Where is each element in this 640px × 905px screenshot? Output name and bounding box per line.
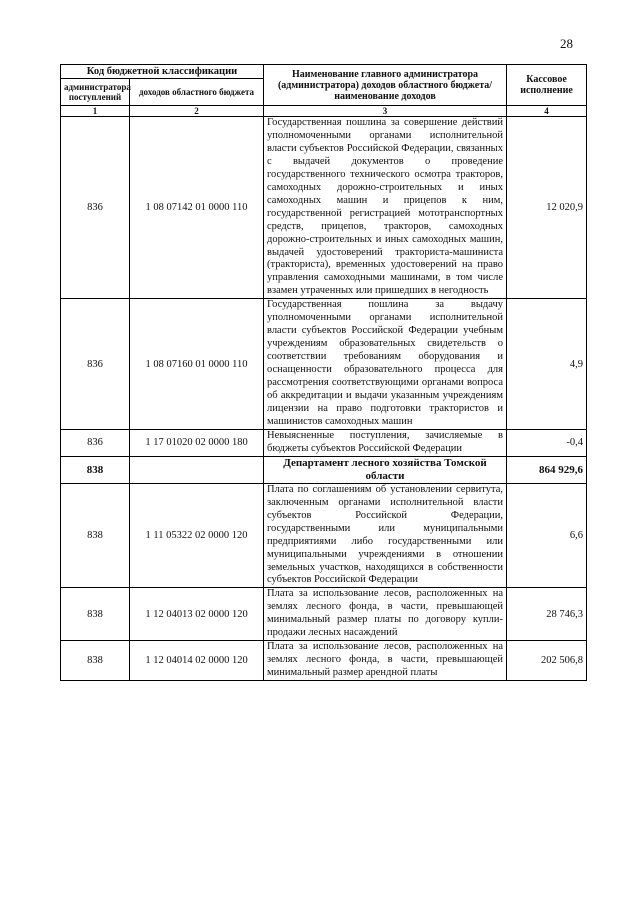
department-admin-code: 838 xyxy=(61,456,130,483)
header-admin-receipts: администратора поступлений xyxy=(61,79,130,106)
income-name: Невыясненные поступления, зачисляемые в бюджеты субъектов Российской Федерации xyxy=(264,429,507,456)
column-number-row xyxy=(61,106,587,117)
department-code-empty xyxy=(130,456,264,483)
amount: -0,4 xyxy=(507,429,587,456)
amount: 6,6 xyxy=(507,483,587,588)
budget-table xyxy=(60,64,587,681)
column-number: 4 xyxy=(507,106,587,117)
income-name: Плата за использование лесов, расположенных на землях лесного фонда, в части, превышающей минимальный размер арендной платы xyxy=(264,641,507,681)
income-name: Государственная пошлина за совершение действий уполномоченными органами исполнительной власти субъектов Российской Федерации, связанных с выдачей документов о проведение государственного технического осмотра тракторов, самоходных дорожно-строительных и иных самоходных машин и прицепов к ним, государственной регистрацией мототранспортных средств, прицепов, тракторов, самоходных дорожно-строительных и иных самоходных машин, выдачей удостоверений тракториста-машиниста (тракториста), временных удостоверений на право управления самоходными машинами, в том числе взамен утраченных или пришедших в негодность xyxy=(264,117,507,299)
amount: 12 020,9 xyxy=(507,117,587,299)
income-code: 1 08 07142 01 0000 110 xyxy=(130,117,264,299)
income-name: Государственная пошлина за выдачу уполномоченными органами исполнительной власти субъектов Российской Федерации учебным учреждениям образовательных свидетельств о соответствии требованиям оборудования и оснащенности образовательного процесса для рассмотрения соответствующими органами вопроса об аккредитации и выдачи указанным учреждениям лицензии на право подготовки трактористов и машинистов самоходных машин xyxy=(264,299,507,430)
table-row xyxy=(61,429,587,456)
admin-code: 838 xyxy=(61,588,130,641)
income-code: 1 12 04014 02 0000 120 xyxy=(130,641,264,681)
table-row xyxy=(61,117,587,299)
header-classification-code: Код бюджетной классификации xyxy=(61,65,264,79)
income-code: 1 12 04013 02 0000 120 xyxy=(130,588,264,641)
table-row xyxy=(61,483,587,588)
income-code: 1 11 05322 02 0000 120 xyxy=(130,483,264,588)
admin-code: 836 xyxy=(61,117,130,299)
column-number: 1 xyxy=(61,106,130,117)
header-regional-income: доходов областного бюджета xyxy=(130,79,264,106)
table-row xyxy=(61,641,587,681)
income-code: 1 17 01020 02 0000 180 xyxy=(130,429,264,456)
header-name: Наименование главного администратора (администратора) доходов областного бюджета/ наименование доходов xyxy=(264,65,507,106)
page-number: 28 xyxy=(560,36,573,51)
admin-code: 836 xyxy=(61,429,130,456)
income-name: Плата за использование лесов, расположенных на землях лесного фонда, в части, превышающей минимальный размер платы по договору купли-продажи лесных насаждений xyxy=(264,588,507,641)
department-name: Департамент лесного хозяйства Томской области xyxy=(264,456,507,483)
admin-code: 836 xyxy=(61,299,130,430)
income-name: Плата по соглашениям об установлении сервитута, заключенным органами исполнительной власти субъектов Российской Федерации, государственными или муниципальными предприятиями либо государственными или муниципальными учреждениями в отношении земельных участков, находящихся в собственности субъектов Российской Федерации xyxy=(264,483,507,588)
amount: 4,9 xyxy=(507,299,587,430)
column-number: 2 xyxy=(130,106,264,117)
department-amount: 864 929,6 xyxy=(507,456,587,483)
header-cash-execution: Кассовое исполнение xyxy=(507,65,587,106)
admin-code: 838 xyxy=(61,641,130,681)
amount: 28 746,3 xyxy=(507,588,587,641)
amount: 202 506,8 xyxy=(507,641,587,681)
table-row xyxy=(61,299,587,430)
department-row xyxy=(61,456,587,483)
column-number: 3 xyxy=(264,106,507,117)
income-code: 1 08 07160 01 0000 110 xyxy=(130,299,264,430)
table-row xyxy=(61,588,587,641)
table-header-row xyxy=(61,65,587,79)
admin-code: 838 xyxy=(61,483,130,588)
